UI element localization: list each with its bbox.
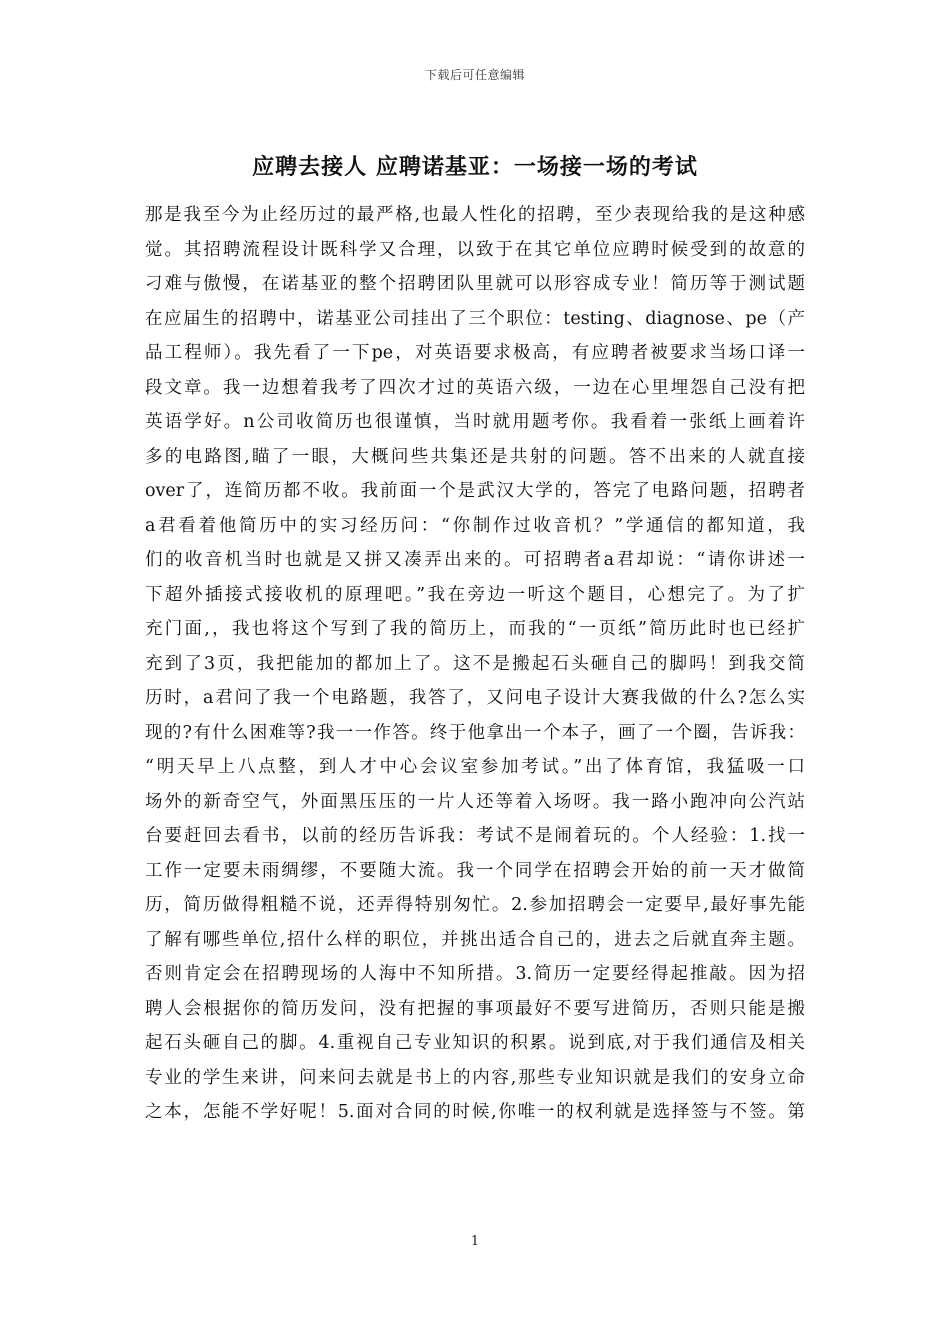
body-line: 现的?有什么困难等?我一一作答。终于他拿出一个本子，画了一个圈，告诉我：	[145, 722, 805, 743]
body-line: 场外的新奇空气，外面黑压压的一片人还等着入场呀。我一路小跑冲向公汽站	[145, 791, 805, 812]
body-line: 专业的学生来讲，问来问去就是书上的内容,那些专业知识就是我们的安身立命	[145, 1067, 805, 1088]
body-line: 们的收音机当时也就是又拼又凑弄出来的。可招聘者a君却说：“请你讲述一	[145, 550, 805, 570]
body-line: 了解有哪些单位,招什么样的职位，并挑出适合自己的，进去之后就直奔主题。	[145, 929, 805, 950]
body-line: 那是我至今为止经历过的最严格,也最人性化的招聘，至少表现给我的是这种感	[145, 205, 805, 225]
body-line: a君看着他简历中的实习经历问：“你制作过收音机？”学通信的都知道，我	[145, 515, 805, 536]
page-number: 1	[470, 1234, 480, 1249]
body-line: 工作一定要未雨绸缪，不要随大流。我一个同学在招聘会开始的前一天才做简	[145, 860, 805, 881]
body-line: “明天早上八点整，到人才中心会议室参加考试。”出了体育馆，我猛吸一口	[145, 757, 805, 777]
page-header: 下载后可任意编辑	[424, 68, 525, 82]
body-line: 品工程师）。我先看了一下pe，对英语要求极高，有应聘者被要求当场口译一	[145, 343, 805, 363]
body-line: 充门面,，我也将这个写到了我的简历上，而我的“一页纸”简历此时也已经扩	[145, 619, 805, 639]
body-line: 下超外插接式接收机的原理吧。”我在旁边一听这个题目，心想完了。为了扩	[145, 584, 805, 605]
body-line: 在应届生的招聘中，诺基亚公司挂出了三个职位：testing、diagnose、pe（产	[145, 308, 805, 329]
document-title: 应聘去接人 应聘诺基亚：一场接一场的考试	[252, 154, 698, 180]
body-line: 觉。其招聘流程设计既科学又合理，以致于在其它单位应聘时候受到的故意的	[145, 239, 805, 260]
body-line: 刁难与傲慢，在诺基亚的整个招聘团队里就可以形容成专业！简历等于测试题	[145, 274, 805, 294]
body-line: over了，连简历都不收。我前面一个是武汉大学的，答完了电路问题，招聘者	[145, 481, 805, 501]
body-line: 起石头砸自己的脚。4.重视自己专业知识的积累。说到底,对于我们通信及相关	[145, 1033, 805, 1053]
body-line: 充到了3页，我把能加的都加上了。这不是搬起石头砸自己的脚吗！到我交简	[145, 653, 805, 674]
body-line: 段文章。我一边想着我考了四次才过的英语六级，一边在心里埋怨自己没有把	[145, 377, 805, 398]
body-line: 台要赶回去看书，以前的经历告诉我：考试不是闹着玩的。个人经验：1.找一	[145, 826, 805, 846]
body-line: 否则肯定会在招聘现场的人海中不知所措。3.简历一定要经得起推敲。因为招	[145, 964, 805, 984]
document-body	[145, 198, 805, 1130]
body-line: 英语学好。n公司收简历也很谨慎，当时就用题考你。我看着一张纸上画着许	[145, 412, 805, 432]
body-line: 聘人会根据你的简历发问，没有把握的事项最好不要写进简历，否则只能是搬	[145, 998, 805, 1019]
body-line: 历时，a君问了我一个电路题，我答了，又问电子设计大赛我做的什么?怎么实	[145, 688, 805, 708]
body-line: 多的电路图,瞄了一眼，大概问些共集还是共射的问题。答不出来的人就直接	[145, 446, 805, 467]
body-line: 历，简历做得粗糙不说，还弄得特别匆忙。2.参加招聘会一定要早,最好事先能	[145, 895, 805, 915]
body-line: 之本，怎能不学好呢！5.面对合同的时候,你唯一的权利就是选择签与不签。第	[145, 1102, 805, 1122]
